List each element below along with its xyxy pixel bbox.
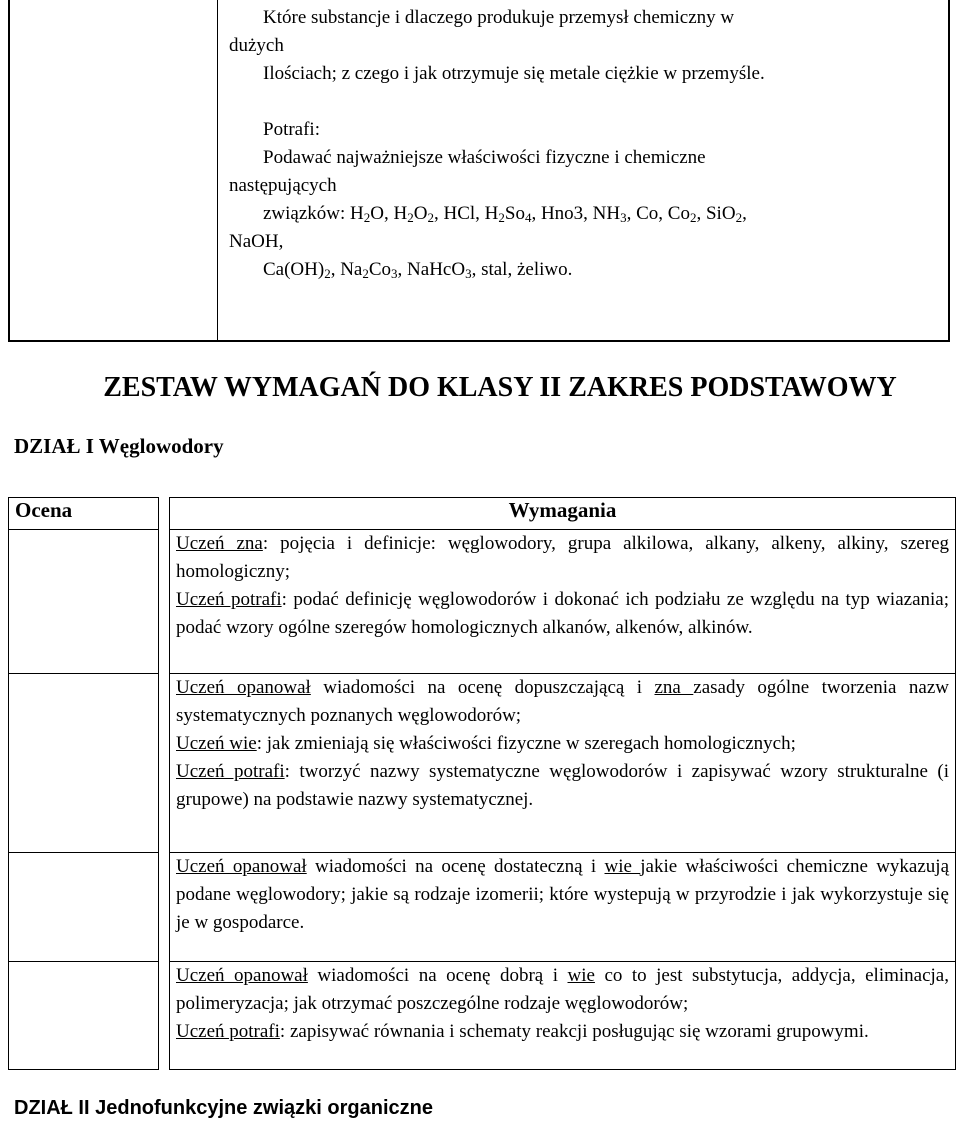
potrafi-label: Potrafi: (263, 119, 320, 140)
requirement-cell (170, 530, 956, 674)
requirements-table (8, 497, 956, 1070)
requirement-block: Uczeń opanował wiadomości na ocenę dostateczną i wie jakie właściwości chemiczne wykazują podane węglowodory; jakie są rodzaje izomerii; które wystepują w przyrodzie i jak wykorzystuje się je w gospodarce. (176, 856, 950, 934)
previous-table-content (229, 4, 945, 284)
document-title: ZESTAW WYMAGAŃ DO KLASY II ZAKRES PODSTAWOWY (103, 372, 897, 403)
requirement-block: Uczeń opanował wiadomości na ocenę dobrą i wie co to jest substytucja, addycja, eliminacja, polimeryzacja; jak otrzymać poszczególne rodzaje węglowodorów; Uczeń potrafi: zapisywać równania i schematy reakcji posługując się wzorami grupowymi. (176, 964, 949, 1042)
requirement-block: Uczeń opanował wiadomości na ocenę dopuszczającą i zna zasady ogólne tworzenia nazw systematycznych poznanych węglowodorów; Uczeń wie: jak zmieniają się właściwości fizyczne w szeregach homologicznych; Uczeń potrafi: tworzyć nazwy systematyczne węglowodorów i zapisywać wzory strukturalne (i grupowe) na podstawie nazwy systematycznej. (176, 676, 949, 810)
table-row (9, 853, 956, 961)
table-row (9, 961, 956, 1069)
header-ocena: Ocena (9, 498, 159, 530)
requirement-cell (170, 961, 956, 1069)
text-line: Podawać najważniejsze właściwości fizyczne i chemiczne (263, 147, 706, 168)
compounds-line-1: związków: $H_2O$, $H_2O_2$, HCl, $H_2So_4$, Hno3, $NH_3$, Co, $Co_2$, SiO$_2$, (263, 203, 747, 225)
text-line: Które substancje i dlaczego produkuje przemysł chemiczny w (263, 7, 735, 28)
requirement-cell (170, 853, 956, 961)
requirement-block: Uczeń zna: pojęcia i definicje: węglowodory, grupa alkilowa, alkany, alkeny, alkiny, szereg homologiczny; Uczeń potrafi: podać definicję węglowodorów i dokonać ich podziału ze względu na typ wiazania; podać wzory ogólne szeregów homologicznych alkanów, alkenów, alkinów. (176, 533, 950, 638)
text-line: dużych (229, 35, 284, 56)
text-line: następujących (229, 175, 337, 196)
table-row (9, 530, 956, 674)
requirement-cell (170, 673, 956, 853)
header-wymagania: Wymagania (170, 498, 956, 530)
section-heading-2: DZIAŁ II Jednofunkcyjne związki organiczne (14, 1097, 433, 1119)
text-line: NaOH, (229, 231, 284, 252)
table-row (9, 673, 956, 853)
table-header-row (9, 498, 956, 530)
text-line: Ilościach; z czego i jak otrzymuje się metale ciężkie w przemyśle. (263, 63, 765, 84)
previous-table-fragment (8, 0, 950, 342)
section-heading-1: DZIAŁ I Węglowodory (14, 434, 224, 458)
compounds-line-2: $Ca(OH)_2$, $Na_2Co_3$, NaHcO$_3$, stal, żeliwo. (263, 259, 573, 281)
previous-table-left-cell (10, 0, 218, 340)
